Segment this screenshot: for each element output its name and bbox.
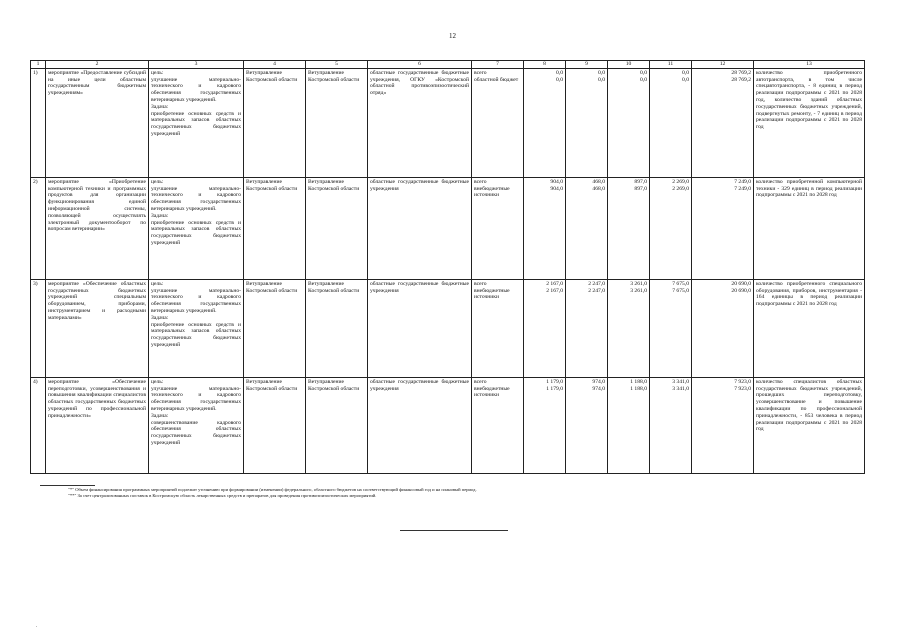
measure-cell: мероприятие «Обеспечение переподготовки, усовершенствования и повышения квалификации специалистов областных государственных бюджетных учреждений по профессиональной принадлежности» xyxy=(46,377,149,473)
result-indicator-cell: количество приобретенной компьютерной техники - 329 единиц в период реализации подпрограммы с 2021 по 2028 год xyxy=(754,177,865,279)
funding-source-line: внебюджетные источники xyxy=(474,287,510,301)
amount-cell xyxy=(692,68,754,177)
amount-value: 2 167,0 xyxy=(546,287,563,294)
column-header: 7 xyxy=(472,61,524,69)
amount-value: 2 167,0 xyxy=(546,280,563,287)
subprogram-measures-table xyxy=(30,60,865,474)
table-row xyxy=(31,177,865,279)
funding-source-line: всего xyxy=(474,178,487,185)
co-executor-cell: областные государственные бюджетные учреждения xyxy=(368,377,472,473)
amount-value: 0,0 xyxy=(640,69,647,76)
amount-value: 1 179,0 xyxy=(546,385,563,392)
measure-cell: мероприятие «Приобретение компьютерной техники и программных продуктов для организации функционирования единой информационной системы, позволяющей осуществлять электронный документооборот по вопросам ветеринарии» xyxy=(46,177,149,279)
amount-value: 2 269,0 xyxy=(672,185,689,192)
amount-value: 3 261,0 xyxy=(630,287,647,294)
row-number-cell: 4) xyxy=(31,377,46,473)
column-header: 2 xyxy=(46,61,149,69)
funding-source-cell xyxy=(472,279,524,377)
goal-line: Задача: xyxy=(151,103,169,110)
corner-mark: . xyxy=(36,624,38,629)
row-number-cell: 1) xyxy=(31,68,46,177)
goal-line: улучшение материально-технического и кадрового обеспечения государственных ветеринарных учреждений. xyxy=(151,287,241,314)
goal-line: приобретение основных средств и материальных запасов областных государственных бюджетных учреждений xyxy=(151,110,241,137)
amount-value: 974,0 xyxy=(592,378,605,385)
amount-cell xyxy=(608,377,650,473)
amount-value: 904,0 xyxy=(550,185,563,192)
amount-cell xyxy=(608,177,650,279)
funding-source-cell xyxy=(472,177,524,279)
goal-task-cell xyxy=(149,377,244,473)
table-row xyxy=(31,68,865,177)
page-number: 12 xyxy=(449,32,456,40)
goal-task-cell xyxy=(149,177,244,279)
funding-source-line: областной бюджет xyxy=(474,76,519,83)
amount-cell xyxy=(650,68,692,177)
funding-source-line: всего xyxy=(474,69,487,76)
column-header: 6 xyxy=(368,61,472,69)
budget-administrator-cell: Ветуправление Костромской области xyxy=(306,177,368,279)
goal-line: приобретение основных средств и материальных запасов областных государственных бюджетных учреждений xyxy=(151,321,241,348)
amount-value: 3 261,0 xyxy=(630,280,647,287)
footnote: "**" За счет централизованных поставок в Костромскую область лекарственных средств и препаратов для проведения противоэпизоотических мероприятий. xyxy=(68,493,377,498)
amount-cell xyxy=(650,177,692,279)
column-header: 10 xyxy=(608,61,650,69)
amount-value: 0,0 xyxy=(598,69,605,76)
amount-value: 3 341,0 xyxy=(672,385,689,392)
amount-value: 0,0 xyxy=(682,69,689,76)
amount-value: 2 269,0 xyxy=(672,178,689,185)
amount-cell xyxy=(524,377,566,473)
amount-value: 1 188,0 xyxy=(630,385,647,392)
funding-source-line: внебюджетные источники xyxy=(474,385,510,399)
goal-line: цель: xyxy=(151,69,164,76)
amount-value: 28 769,2 xyxy=(731,69,751,76)
amount-value: 7 249,0 xyxy=(734,185,751,192)
responsible-executor-cell: Ветуправление Костромской области xyxy=(244,279,306,377)
funding-source-cell xyxy=(472,377,524,473)
table-row xyxy=(31,279,865,377)
goal-line: Задача: xyxy=(151,314,169,321)
amount-cell xyxy=(566,177,608,279)
amount-value: 897,0 xyxy=(634,178,647,185)
goal-task-cell xyxy=(149,68,244,177)
column-header: 5 xyxy=(306,61,368,69)
goal-line: приобретение основных средств и материальных запасов областных государственных бюджетных учреждений xyxy=(151,219,241,246)
responsible-executor-cell: Ветуправление Костромской области xyxy=(244,68,306,177)
column-header: 13 xyxy=(754,61,865,69)
co-executor-cell: областные государственные бюджетные учреждения xyxy=(368,177,472,279)
amount-cell xyxy=(650,377,692,473)
amount-value: 0,0 xyxy=(682,76,689,83)
amount-value: 2 247,0 xyxy=(588,287,605,294)
amount-value: 0,0 xyxy=(556,69,563,76)
funding-source-cell xyxy=(472,68,524,177)
column-header: 12 xyxy=(692,61,754,69)
measure-cell: мероприятие «Предоставление субсидий на иные цели областным государственным бюджетным учреждениям» xyxy=(46,68,149,177)
amount-value: 7 249,0 xyxy=(734,178,751,185)
amount-cell xyxy=(566,279,608,377)
goal-task-cell xyxy=(149,279,244,377)
result-indicator-cell: количество специалистов областных государственных бюджетных учреждений, прошедших переподготовку, усовершенствование и повышение квалификации по профессиональной принадлежности, - 853 человека в период реализации подпрограммы с 2021 по 2028 год xyxy=(754,377,865,473)
amount-value: 28 769,2 xyxy=(731,76,751,83)
footnote-rule xyxy=(40,485,95,486)
co-executor-cell: областные государственные бюджетные учреждения xyxy=(368,279,472,377)
amount-value: 974,0 xyxy=(592,385,605,392)
row-number-cell: 3) xyxy=(31,279,46,377)
amount-value: 20 690,0 xyxy=(731,287,751,294)
amount-value: 7 923,0 xyxy=(734,385,751,392)
amount-value: 897,0 xyxy=(634,185,647,192)
amount-value: 904,0 xyxy=(550,178,563,185)
amount-cell xyxy=(608,68,650,177)
goal-line: совершенствование кадрового обеспечения областных государственных бюджетных учреждений xyxy=(151,419,241,446)
measure-cell: мероприятие «Обеспечение областных государственных бюджетных учреждений специальным оборудованием, приборами, инструментарием и расходными материалами» xyxy=(46,279,149,377)
amount-value: 7 923,0 xyxy=(734,378,751,385)
goal-line: улучшение материально-технического и кадрового обеспечения государственных ветеринарных учреждений. xyxy=(151,185,241,212)
budget-administrator-cell: Ветуправление Костромской области xyxy=(306,68,368,177)
goal-line: улучшение материально-технического и кадрового обеспечения государственных ветеринарных учреждений. xyxy=(151,385,241,412)
column-header: 1 xyxy=(31,61,46,69)
goal-line: Задача: xyxy=(151,212,169,219)
amount-value: 1 188,0 xyxy=(630,378,647,385)
amount-cell xyxy=(524,279,566,377)
column-header: 4 xyxy=(244,61,306,69)
footnote: "*" Объем финансирования программных мероприятий подлежит уточнению при формировании (изменении) федерального, областного бюджетов на соответствующий финансовый год и на плановый период. xyxy=(68,487,477,492)
funding-source-line: всего xyxy=(474,378,487,385)
bottom-divider xyxy=(400,530,508,531)
goal-line: улучшение материально-технического и кадрового обеспечения государственных ветеринарных учреждений. xyxy=(151,76,241,103)
goal-line: Задача: xyxy=(151,412,169,419)
amount-value: 7 675,0 xyxy=(672,280,689,287)
amount-value: 2 247,0 xyxy=(588,280,605,287)
responsible-executor-cell: Ветуправление Костромской области xyxy=(244,177,306,279)
goal-line: цель: xyxy=(151,378,164,385)
amount-cell xyxy=(608,279,650,377)
amount-cell xyxy=(692,377,754,473)
amount-cell xyxy=(650,279,692,377)
budget-administrator-cell: Ветуправление Костромской области xyxy=(306,377,368,473)
result-indicator-cell: количество приобретенного автотранспорта, в том числе спецавтотранспорта, - 8 единиц в период реализации подпрограммы с 2021 по 2028 год, количество зданий областных государственных бюджетных учреждений, подвергнутых ремонту, - 7 единиц в период реализации подпрограммы с 2021 по 2028 год xyxy=(754,68,865,177)
amount-cell xyxy=(566,377,608,473)
budget-administrator-cell: Ветуправление Костромской области xyxy=(306,279,368,377)
table-body xyxy=(31,68,865,473)
amount-value: 3 341,0 xyxy=(672,378,689,385)
goal-line: цель: xyxy=(151,280,164,287)
amount-cell xyxy=(524,68,566,177)
amount-cell xyxy=(524,177,566,279)
responsible-executor-cell: Ветуправление Костромской области xyxy=(244,377,306,473)
amount-value: 0,0 xyxy=(556,76,563,83)
amount-value: 7 675,0 xyxy=(672,287,689,294)
amount-value: 0,0 xyxy=(640,76,647,83)
co-executor-cell: областные государственные бюджетные учреждения, ОГКУ «Костромской областной противоэпизоотический отряд» xyxy=(368,68,472,177)
column-header: 9 xyxy=(566,61,608,69)
amount-value: 0,0 xyxy=(598,76,605,83)
column-header: 8 xyxy=(524,61,566,69)
amount-value: 468,0 xyxy=(592,178,605,185)
row-number-cell: 2) xyxy=(31,177,46,279)
result-indicator-cell: количество приобретенного специального оборудования, приборов, инструментария - 164 единицы в период реализации подпрограммы с 2021 по 2028 год xyxy=(754,279,865,377)
amount-cell xyxy=(692,177,754,279)
table-row xyxy=(31,377,865,473)
column-header: 3 xyxy=(149,61,244,69)
amount-value: 468,0 xyxy=(592,185,605,192)
goal-line: цель: xyxy=(151,178,164,185)
amount-value: 1 179,0 xyxy=(546,378,563,385)
amount-value: 20 690,0 xyxy=(731,280,751,287)
column-number-row xyxy=(31,61,865,69)
amount-cell xyxy=(566,68,608,177)
funding-source-line: всего xyxy=(474,280,487,287)
footnotes xyxy=(40,485,860,499)
amount-cell xyxy=(692,279,754,377)
column-header: 11 xyxy=(650,61,692,69)
funding-source-line: внебюджетные источники xyxy=(474,185,510,199)
